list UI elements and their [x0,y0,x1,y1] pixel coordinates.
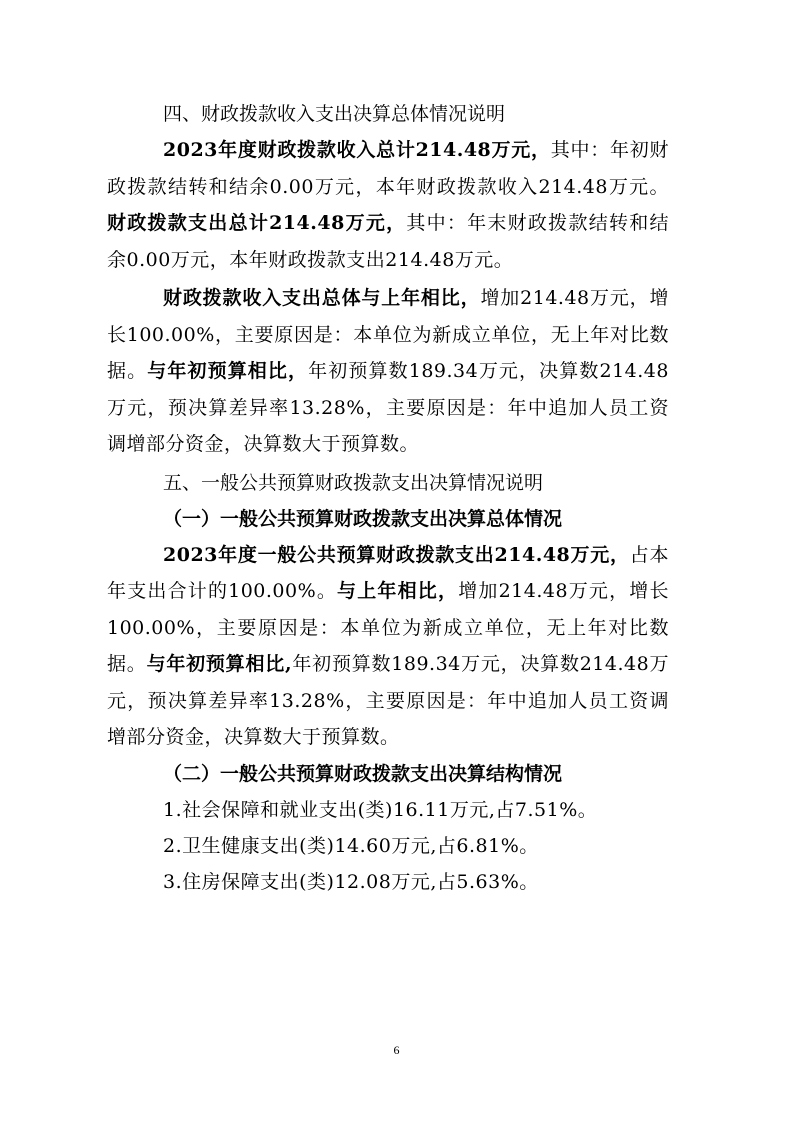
budget-compare-bold: 与年初预算相比， [147,360,309,382]
section-5-sub-1-heading: （一）一般公共预算财政拨款支出决算总体情况 [163,507,563,530]
document-body [107,96,669,900]
general-expense-bold: 2023年度一般公共预算财政拨款支出214.48万元， [163,543,630,566]
income-total-bold: 2023年度财政拨款收入总计214.48万元， [163,139,551,161]
general-year-compare-text: 增加214.48万元，增长100.00%，主要原因是：本单位为新成立单位，无上年对比数据。 [107,580,669,675]
section-5-sub-1-paragraph [107,537,669,756]
section-5-sub-2-heading: （二）一般公共预算财政拨款支出决算结构情况 [163,762,563,785]
year-compare-bold: 财政拨款收入支出总体与上年相比， [163,287,481,309]
expense-detail-text: 其中：年末财政拨款结转和结余0.00万元，本年财政拨款支出214.48万元。 [107,212,669,271]
structure-item-3: 3.住房保障支出(类)12.08万元,占5.63%。 [163,870,539,893]
structure-item-1: 1.社会保障和就业支出(类)16.11万元,占7.51%。 [163,798,598,821]
general-year-compare-bold: 与上年相比， [337,580,459,602]
section-4-paragraph-1 [107,132,669,278]
structure-item-2: 2.卫生健康支出(类)14.60万元,占6.81%。 [163,834,539,857]
general-budget-compare-bold: 与年初预算相比, [146,653,293,675]
expense-total-bold: 财政拨款支出总计214.48万元， [107,212,407,234]
general-expense-share-text: 占本年支出合计的100.00%。 [107,543,669,602]
page-number: 6 [393,1043,400,1057]
section-5-heading: 五、一般公共预算财政拨款支出决算情况说明 [163,471,544,494]
budget-compare-text: 年初预算数189.34万元，决算数214.48万元，预决算差异率13.28%，主要原因是：年中追加人员工资调增部分资金，决算数大于预算数。 [107,360,669,455]
year-compare-text: 增加214.48万元，增长100.00%，主要原因是：本单位为新成立单位，无上年对比数据。 [107,287,669,382]
section-4-heading: 四、财政拨款收入支出决算总体情况说明 [163,103,506,125]
general-budget-compare-text: 年初预算数189.34万元，决算数214.48万元，预决算差异率13.28%，主要原因是：年中追加人员工资调增部分资金，决算数大于预算数。 [107,653,669,748]
income-detail-text: 其中：年初财政拨款结转和结余0.00万元，本年财政拨款收入214.48万元。 [107,139,669,198]
section-4-paragraph-2 [107,280,669,463]
